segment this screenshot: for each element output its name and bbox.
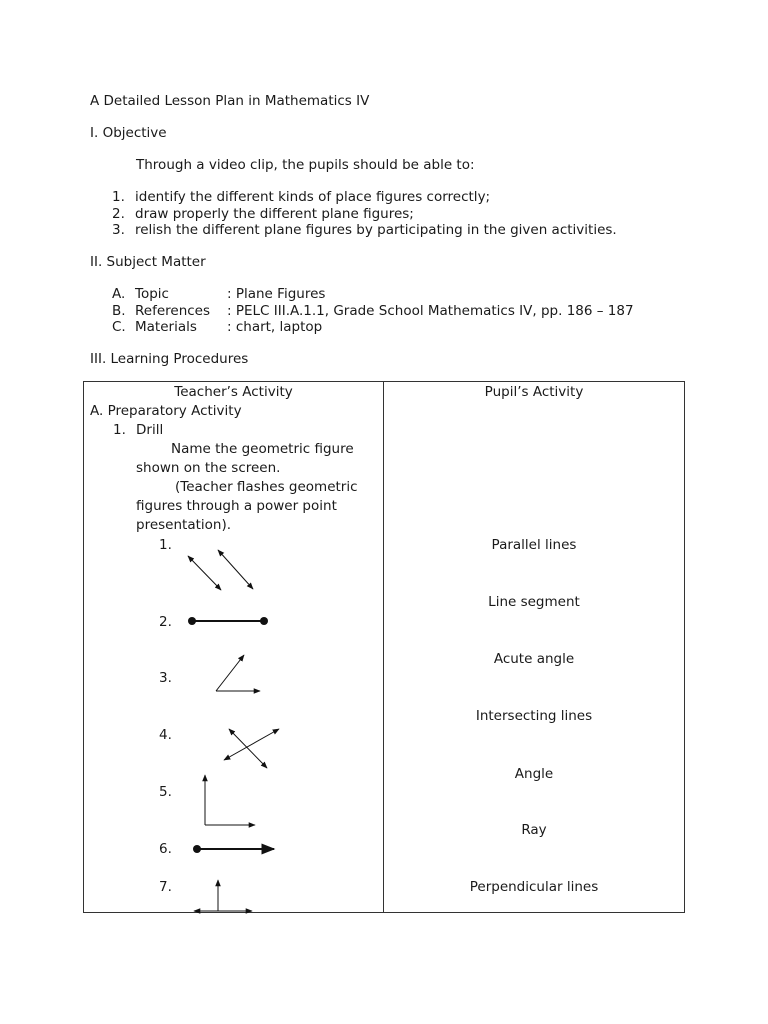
list-item-number: 2. bbox=[112, 206, 125, 222]
list-item-value: : PELC III.A.1.1, Grade School Mathematics IV, pp. 186 – 187 bbox=[227, 303, 634, 319]
list-item-value: : chart, laptop bbox=[227, 319, 323, 335]
pupil-answer: Angle bbox=[514, 766, 554, 782]
line-segment-figure bbox=[188, 617, 268, 625]
drill-line: presentation). bbox=[136, 517, 232, 533]
subject-matter-heading: II. Subject Matter bbox=[90, 254, 206, 270]
pupil-activity-header: Pupil’s Activity bbox=[484, 384, 584, 400]
objective-intro: Through a video clip, the pupils should be able to: bbox=[136, 157, 475, 173]
drill-label: Drill bbox=[136, 422, 164, 438]
list-item-letter: A. bbox=[112, 286, 126, 302]
acute-angle-figure bbox=[216, 655, 260, 691]
list-item-value: : Plane Figures bbox=[227, 286, 326, 302]
pupil-answer: Acute angle bbox=[493, 651, 575, 667]
figure-number: 5. bbox=[159, 784, 172, 800]
pupil-answer: Parallel lines bbox=[491, 537, 577, 553]
list-item-label: References bbox=[135, 303, 211, 319]
drill-line: shown on the screen. bbox=[136, 460, 281, 476]
list-item-number: 1. bbox=[112, 189, 125, 205]
list-item-letter: B. bbox=[112, 303, 126, 319]
list-item-label: Topic bbox=[135, 286, 169, 302]
geometric-figures bbox=[84, 382, 384, 912]
parallel-lines-figure bbox=[188, 550, 253, 590]
list-item-text: draw properly the different plane figures; bbox=[135, 206, 414, 222]
section-heading: A. Preparatory Activity bbox=[90, 403, 242, 419]
pupil-answer: Ray bbox=[521, 822, 547, 838]
ray-figure bbox=[193, 845, 274, 853]
procedures-table bbox=[83, 381, 685, 913]
figure-number: 2. bbox=[159, 614, 172, 630]
document-title: A Detailed Lesson Plan in Mathematics IV bbox=[90, 93, 370, 109]
teacher-activity-header: Teacher’s Activity bbox=[174, 384, 293, 400]
drill-line: Name the geometric figure bbox=[171, 441, 354, 457]
perpendicular-lines-figure bbox=[194, 880, 252, 911]
pupil-answer: Line segment bbox=[488, 594, 580, 610]
objective-heading: I. Objective bbox=[90, 125, 167, 141]
drill-number: 1. bbox=[113, 422, 126, 438]
list-item-text: relish the different plane figures by participating in the given activities. bbox=[135, 222, 617, 238]
pupil-answer: Intersecting lines bbox=[475, 708, 593, 724]
figure-number: 1. bbox=[159, 537, 172, 553]
figure-number: 4. bbox=[159, 727, 172, 743]
list-item-label: Materials bbox=[135, 319, 197, 335]
drill-line: figures through a power point bbox=[136, 498, 337, 514]
figure-number: 3. bbox=[159, 670, 172, 686]
list-item-letter: C. bbox=[112, 319, 126, 335]
figure-number: 6. bbox=[159, 841, 172, 857]
drill-line: (Teacher flashes geometric bbox=[175, 479, 358, 495]
angle-figure bbox=[205, 775, 255, 825]
learning-procedures-heading: III. Learning Procedures bbox=[90, 351, 249, 367]
list-item-text: identify the different kinds of place figures correctly; bbox=[135, 189, 491, 205]
intersecting-lines-figure bbox=[224, 729, 279, 768]
pupil-answer: Perpendicular lines bbox=[469, 879, 599, 895]
figure-number: 7. bbox=[159, 879, 172, 895]
list-item-number: 3. bbox=[112, 222, 125, 238]
